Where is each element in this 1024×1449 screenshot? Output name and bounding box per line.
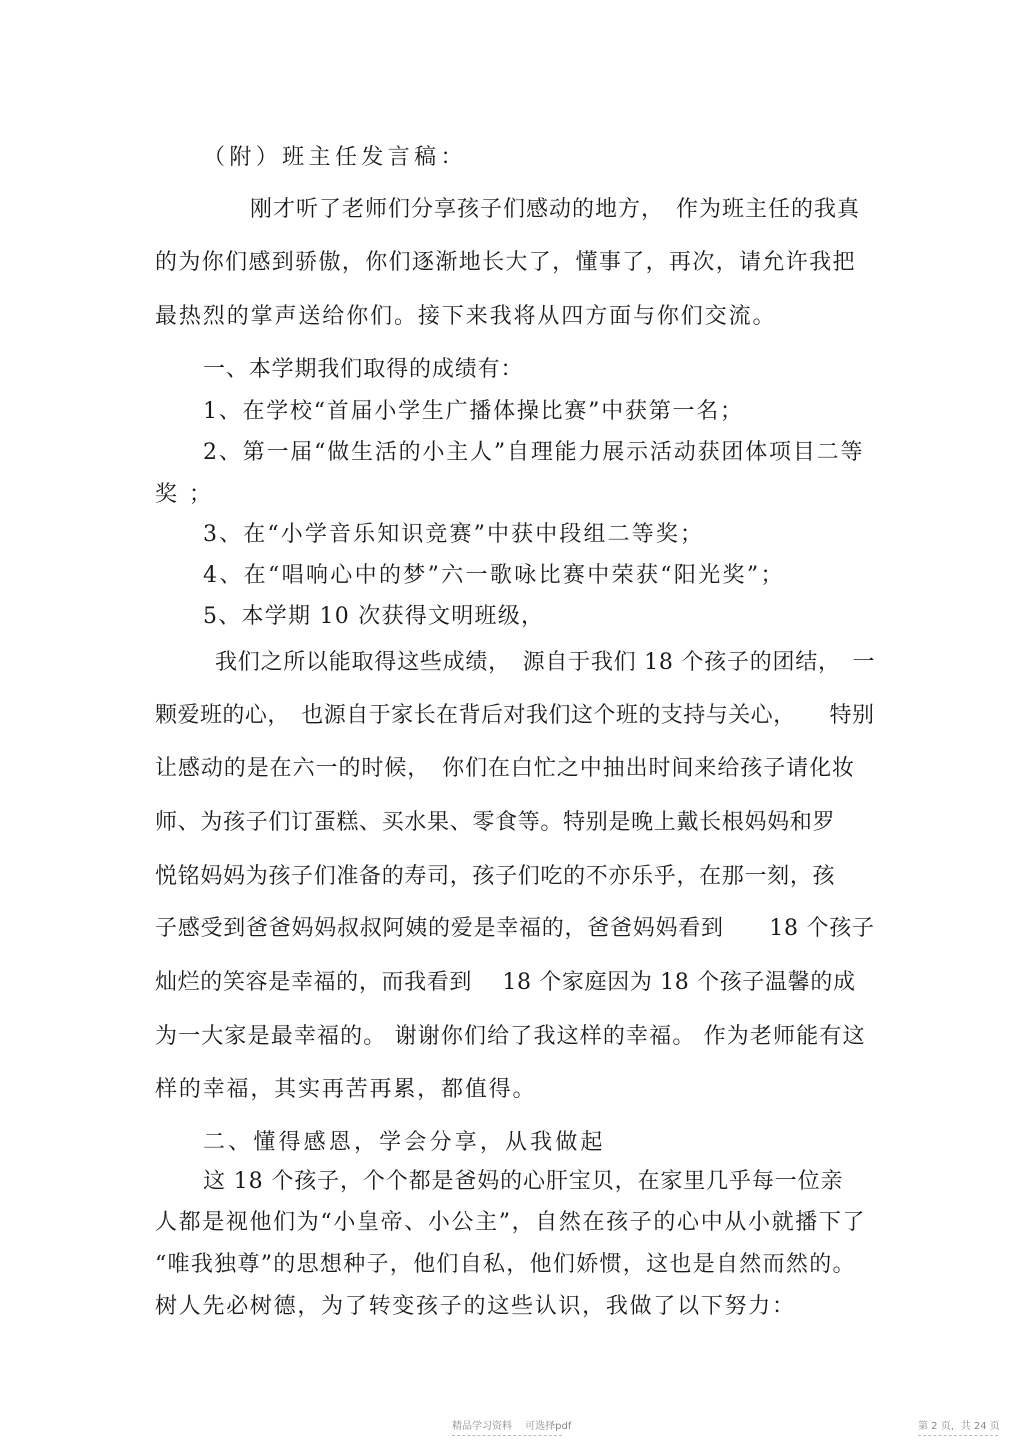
paragraph-line: 为一大家是最幸福的。 谢谢你们给了我这样的幸福。 作为老师能有这 <box>155 1024 866 1049</box>
paragraph-line: “唯我独尊”的思想种子，他们自私，他们娇惯，这也是自然而然的。 <box>155 1252 856 1277</box>
footer-watermark <box>452 1417 571 1436</box>
paragraph-line: 这 18 个孩子，个个都是爸妈的心肝宝贝，在家里几乎每一位亲 <box>203 1169 844 1194</box>
list-item: 4、在“唱响心中的梦”六一歌咏比赛中荣获“阳光奖”； <box>203 563 785 588</box>
paragraph-line: 颗爱班的心， 也源自于家长在背后对我们这个班的支持与关心， 特别 <box>155 703 875 728</box>
paragraph-line: 的为你们感到骄傲，你们逐渐地长大了，懂事了，再次，请允许我把 <box>155 250 856 275</box>
paragraph-line: 悦铭妈妈为孩子们准备的寿司，孩子们吃的不亦乐乎，在那一刻，孩 <box>155 864 836 889</box>
footer-watermark-text: 精品学习资料 可选择pdf <box>452 1421 572 1432</box>
page-number-text: 第 2 页，共 24 页 <box>918 1421 1000 1432</box>
list-item: 2、第一届“做生活的小主人”自理能力展示活动获团体项目二等 <box>203 440 865 465</box>
paragraph-line: 让感动的是在六一的时候， 你们在白忙之中抽出时间来给孩子请化妆 <box>155 756 855 781</box>
list-item: 5、本学期 10 次获得文明班级， <box>203 604 545 629</box>
footer-divider <box>918 1435 998 1436</box>
list-item-continuation: 奖； <box>155 482 224 507</box>
paragraph-line: 刚才听了老师们分享孩子们感动的地方， 作为班主任的我真 <box>250 197 861 222</box>
paragraph-line: 灿烂的笑容是幸福的，而我看到 18 个家庭因为 18 个孩子温馨的成 <box>155 970 856 995</box>
paragraph-line: 人都是视他们为“小皇帝、小公主”，自然在孩子的心中从小就播下了 <box>155 1210 867 1235</box>
paragraph-line: 师、为孩子们订蛋糕、买水果、零食等。特别是晚上戴长根妈妈和罗 <box>155 810 836 835</box>
section-heading: 二、懂得感恩，学会分享，从我做起 <box>203 1130 606 1155</box>
list-item: 1、在学校“首届小学生广播体操比赛”中获第一名； <box>203 399 744 424</box>
paragraph-line: 样的幸福，其实再苦再累，都值得。 <box>155 1077 537 1102</box>
paragraph-line: 子感受到爸爸妈妈叔叔阿姨的爱是幸福的，爸爸妈妈看到 18 个孩子 <box>155 916 875 941</box>
paragraph-line: 树人先必树德，为了转变孩子的这些认识，我做了以下努力： <box>155 1294 796 1319</box>
section-heading: 一、本学期我们取得的成绩有： <box>203 357 524 382</box>
footer-divider <box>452 1435 562 1436</box>
paragraph-line: 我们之所以能取得这些成绩， 源自于我们 18 个孩子的团结， 一 <box>215 650 876 675</box>
list-item: 3、在“小学音乐知识竞赛”中获中段组二等奖； <box>203 522 705 547</box>
page-number <box>918 1417 1000 1436</box>
paragraph-line: 最热烈的掌声送给你们。接下来我将从四方面与你们交流。 <box>155 304 777 329</box>
heading-line: （附）班主任发言稿： <box>203 145 467 170</box>
